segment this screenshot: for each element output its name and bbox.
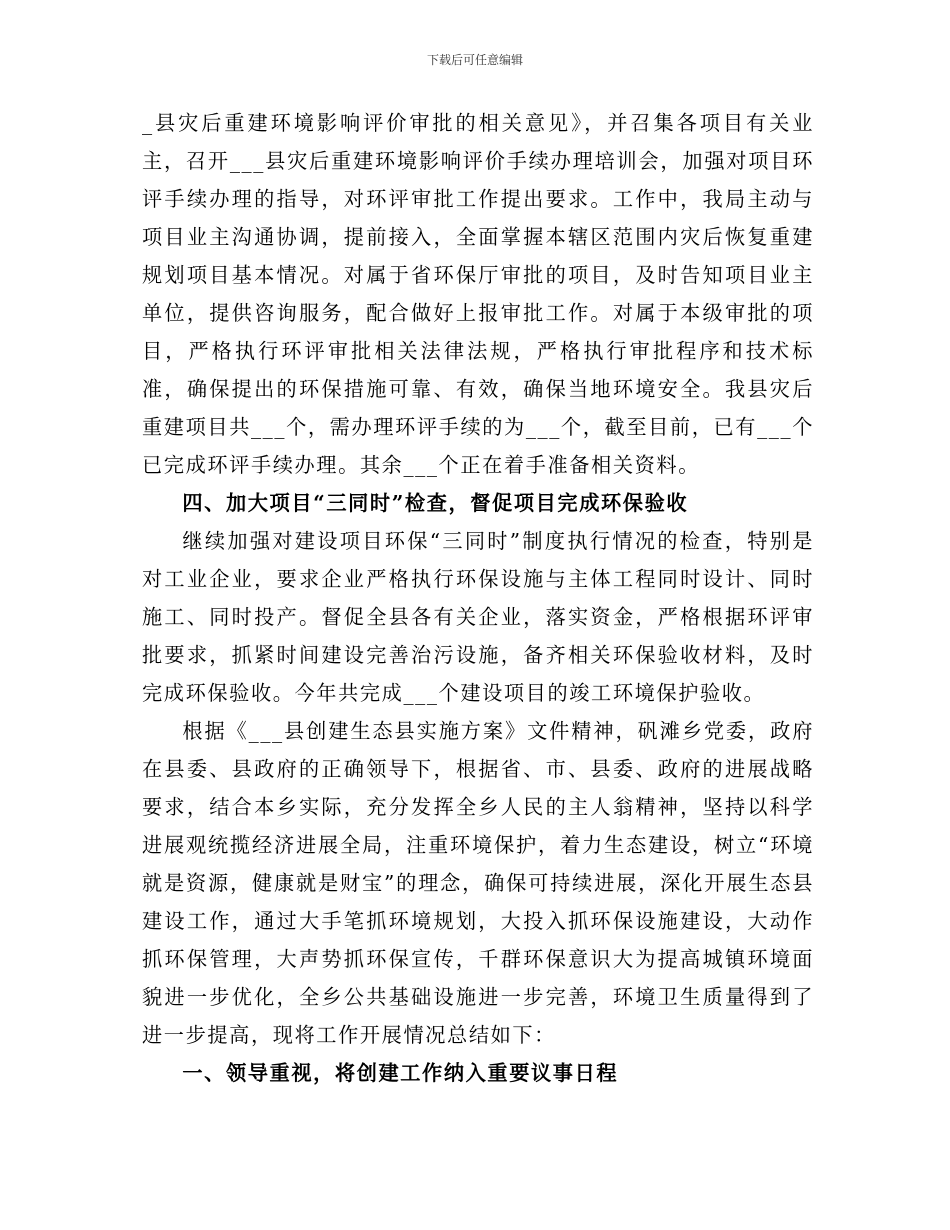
- section-heading-1: 一、领导重视，将创建工作纳入重要议事日程: [182, 1061, 619, 1085]
- page-header: 下载后可任意编辑: [426, 53, 523, 67]
- section-heading-4: 四、加大项目“三同时”检查，督促项目完成环保验收: [182, 491, 689, 515]
- document-body: [142, 104, 814, 1092]
- paragraph-eco-county: 根据《___县创建生态县实施方案》文件精神，矾滩乡党委，政府在县委、县政府的正确领导下，根据省、市、县委、政府的进展战略要求，结合本乡实际，充分发挥全乡人民的主人翁精神，坚持以科学进展观统揽经济进展全局，注重环境保护，着力生态建设，树立“环境就是资源，健康就是财宝”的理念，确保可持续进展，深化开展生态县建设工作，通过大手笔抓环境规划，大投入抓环保设施建设，大动作抓环保管理，大声势抓环保宣传，千群环保意识大为提高城镇环境面貌进一步优化，全乡公共基础设施进一步完善，环境卫生质量得到了进一步提高，现将工作开展情况总结如下：: [142, 719, 814, 1047]
- paragraph-continued: _县灾后重建环境影响评价审批的相关意见》，并召集各项目有关业主，召开___县灾后重建环境影响评价手续办理培训会，加强对项目环评手续办理的指导，对环评审批工作提出要求。工作中，我局主动与项目业主沟通协调，提前接入，全面掌握本辖区范围内灾后恢复重建规划项目基本情况。对属于省环保厅审批的项目，及时告知项目业主单位，提供咨询服务，配合做好上报审批工作。对属于本级审批的项目，严格执行环评审批相关法律法规，严格执行审批程序和技术标准，确保提出的环保措施可靠、有效，确保当地环境安全。我县灾后重建项目共___个，需办理环评手续的为___个，截至目前，已有___个已完成环评手续办理。其余___个正在着手准备相关资料。: [142, 111, 814, 477]
- paragraph-three-simultaneous: 继续加强对建设项目环保“三同时”制度执行情况的检查，特别是对工业企业，要求企业严格执行环保设施与主体工程同时设计、同时施工、同时投产。督促全县各有关企业，落实资金，严格根据环评审批要求，抓紧时间建设完善治污设施，备齐相关环保验收材料，及时完成环保验收。今年共完成___个建设项目的竣工环境保护验收。: [142, 529, 814, 705]
